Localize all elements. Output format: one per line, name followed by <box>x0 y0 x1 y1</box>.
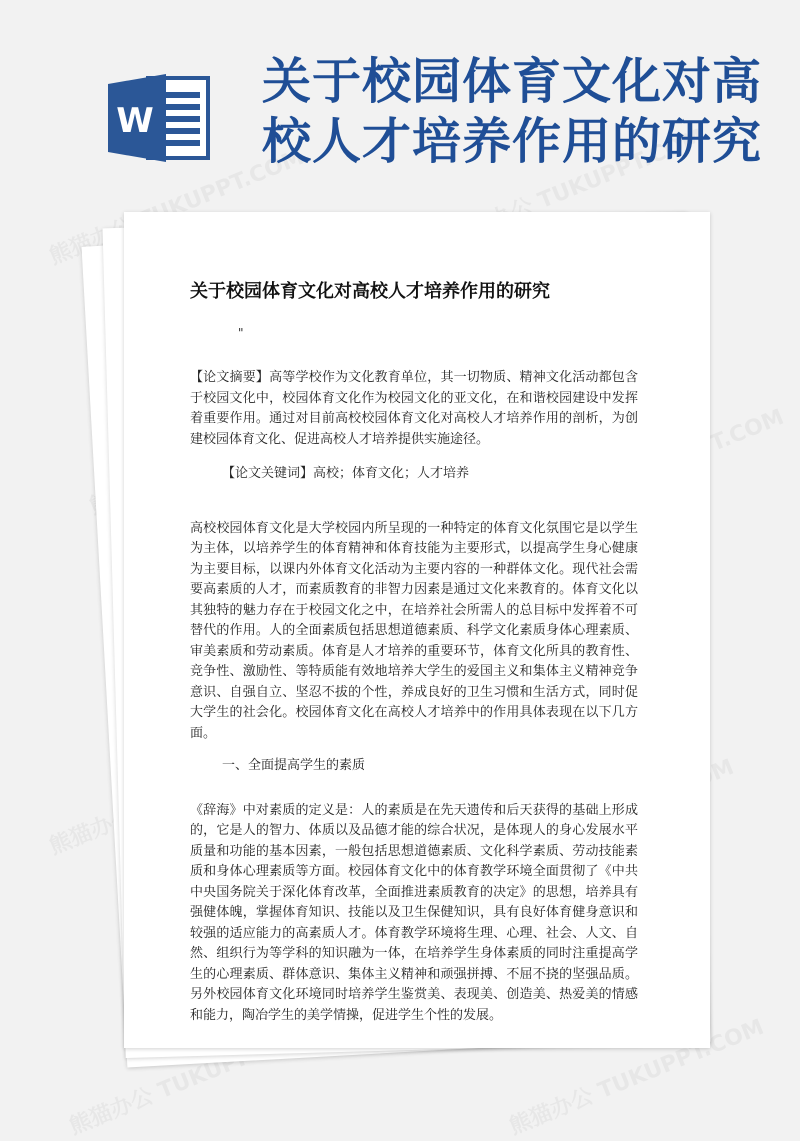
word-document-icon <box>108 70 214 166</box>
keywords-line: 【论文关键词】高校；体育文化；人才培养 <box>222 466 470 481</box>
author-mark: " <box>238 326 244 340</box>
word-icon-letter: W <box>116 101 154 141</box>
document-title: 关于校园体育文化对高校人才培养作用的研究 <box>190 281 550 302</box>
document-body <box>190 280 638 1026</box>
body-paragraph: 高校校园体育文化是大学校园内所呈现的一种特定的体育文化氛围它是以学生为主体，以培养学生的体育精神和体育技能为主要形式，以提高学生身心健康为主要目标，以课内外体育文化活动为主要内容的一种群体文化。现代社会需要高素质的人才，而素质教育的非智力因素是通过文化来教育的。体育文化以其独特的魅力存在于校园文化之中，在培养社会所需人的总目标中发挥着不可替代的作用。人的全面素质包括思想道德素质、科学文化素质身体心理素质、审美素质和劳动素质。体育是人才培养的重要环节，体育文化所具的教育性、竞争性、激励性、等特质能有效地培养大学生的爱国主义和集体主义精神竞争意识、自强自立、坚忍不拔的个性，养成良好的卫生习惯和生活方式，同时促大学生的社会化。校园体育文化在高校人才培养中的作用具体表现在以下几方面。 <box>190 520 638 741</box>
body-paragraph: 《辞海》中对素质的定义是：人的素质是在先天遗传和后天获得的基础上形成的，它是人的智力、体质以及品德才能的综合状况，是体现人的身心发展水平质量和功能的基本因素，一般包括思想道德素质、文化科学素质、劳动技能素质和身体心理素质等方面。校园体育文化中的体育教学环境全面贯彻了《中共中央国务院关于深化体育改革，全面推进素质教育的决定》的思想，培养具有强健体魄，掌握体育知识、技能以及卫生保健知识，具有良好体育健身意识和较强的适应能力的高素质人才。体育教学环境将生理、心理、社会、人文、自然、组织行为等学科的知识融为一体，在培养学生身体素质的同时注重提高学生的心理素质、群体意识、集体主义精神和顽强拼搏、不屈不挠的坚强品质。另外校园体育文化环境同时培养学生鉴赏美、表现美、创造美、热爱美的情感和能力，陶冶学生的美学情操，促进学生个性的发展。 <box>190 802 638 1023</box>
section-heading: 一、全面提高学生的素质 <box>222 758 366 773</box>
abstract-paragraph: 【论文摘要】高等学校作为文化教育单位，其一切物质、精神文化活动都包含于校园文化中，校园体育文化作为校园文化的亚文化，在和谐校园建设中发挥着重要作用。通过对目前高校校园体育文化对高校人才培养作用的剖析，为创建校园体育文化、促进高校人才培养提供实施途径。 <box>190 370 638 447</box>
page-title: 关于校园体育文化对高校人才培养作用的研究 <box>262 53 763 170</box>
